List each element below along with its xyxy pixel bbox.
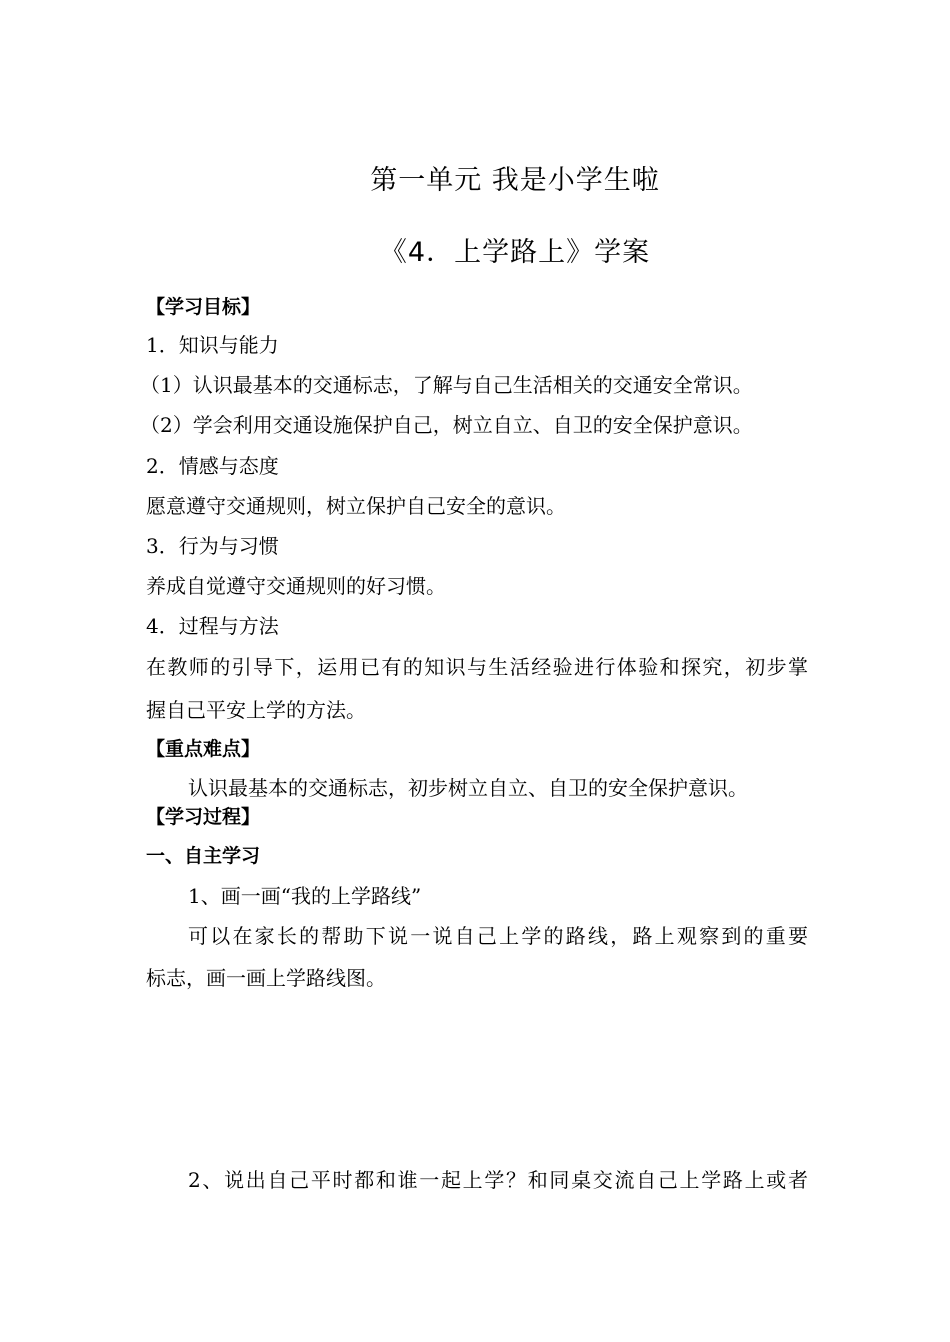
part1-heading: 一、自主学习 <box>146 845 261 867</box>
goal1-item1: （1）认识最基本的交通标志，了解与自己生活相关的交通安全常识。 <box>140 373 753 397</box>
task1-text-line1: 可以在家长的帮助下说一说自己上学的路线，路上观察到的重要 <box>188 924 808 948</box>
task1-text-line2: 标志，画一画上学路线图。 <box>146 966 386 990</box>
section-heading-process: 【学习过程】 <box>146 806 261 828</box>
section-heading-goals: 【学习目标】 <box>146 296 261 318</box>
section-heading-key: 【重点难点】 <box>146 738 261 760</box>
goal2-heading: 2．情感与态度 <box>146 454 279 478</box>
goal4-text-line1: 在教师的引导下，运用已有的知识与生活经验进行体验和探究，初步掌 <box>146 655 808 679</box>
goal4-text-line2: 握自己平安上学的方法。 <box>146 698 366 722</box>
task1-title: 1、画一画“我的上学路线” <box>188 884 422 908</box>
goal2-text: 愿意遵守交通规则，树立保护自己安全的意识。 <box>146 494 566 518</box>
goal3-text: 养成自觉遵守交通规则的好习惯。 <box>146 574 446 598</box>
lesson-title: 《4．上学路上》学案 <box>379 237 651 268</box>
goal4-heading: 4．过程与方法 <box>146 614 279 638</box>
key-text: 认识最基本的交通标志，初步树立自立、自卫的安全保护意识。 <box>188 776 748 800</box>
unit-title: 第一单元 我是小学生啦 <box>370 165 660 196</box>
goal1-item2: （2）学会利用交通设施保护自己，树立自立、自卫的安全保护意识。 <box>140 413 753 437</box>
goal3-heading: 3．行为与习惯 <box>146 534 279 558</box>
task2-text-line1: 2、说出自己平时都和谁一起上学？和同桌交流自己上学路上或者 <box>188 1168 808 1192</box>
goal1-heading: 1．知识与能力 <box>146 333 279 357</box>
